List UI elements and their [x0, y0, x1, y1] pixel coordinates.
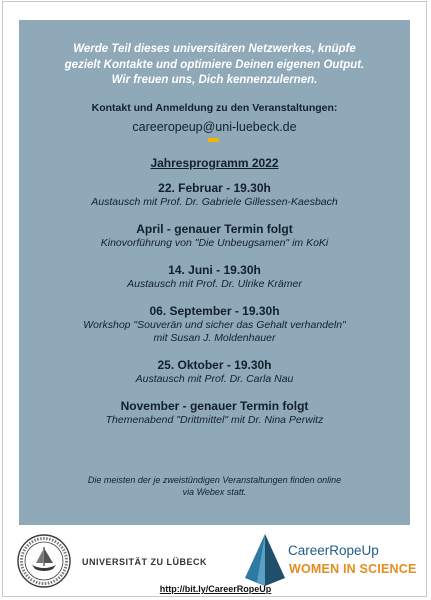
footnote-line: via Webex statt.: [182, 487, 247, 497]
event-date: 14. Juni - 19.30h: [168, 263, 261, 277]
intro-line: Werde Teil dieses universitären Netzwerkes, knüpfe: [73, 43, 356, 55]
event-item: [19, 221, 410, 250]
info-panel: [19, 20, 410, 525]
event-item: [19, 303, 410, 345]
event-description: Austausch mit Prof. Dr. Gabriele Gillessen-Kaesbach: [91, 196, 338, 208]
event-date: 25. Oktober - 19.30h: [157, 358, 272, 372]
event-item: [19, 262, 410, 291]
program-title: Jahresprogramm 2022: [150, 156, 279, 170]
contact-label: Kontakt und Anmeldung zu den Veranstaltungen:: [91, 102, 338, 114]
event-item: [19, 398, 410, 427]
event-date: 06. September - 19.30h: [149, 304, 280, 318]
university-name: UNIVERSITÄT ZU LÜBECK: [82, 557, 207, 567]
event-date: 22. Februar - 19.30h: [158, 181, 271, 195]
event-description: Workshop "Souverän und sicher das Gehalt verhandeln": [83, 319, 346, 331]
event-description: Austausch mit Prof. Dr. Carla Nau: [135, 373, 294, 385]
event-description: Themenabend "Drittmittel" mit Dr. Nina Perwitz: [105, 414, 324, 426]
website-link[interactable]: http://bit.ly/CareerRopeUp: [159, 584, 272, 594]
footnote-line: Die meisten der je zweistündigen Veranstaltungen finden online: [87, 475, 342, 485]
intro-line: gezielt Kontakte und optimiere Deinen eigenen Output.: [64, 58, 365, 71]
event-item: [19, 180, 410, 209]
accent-bar: [208, 138, 219, 142]
program-subtitle: WOMEN IN SCIENCE: [289, 562, 417, 576]
event-date: November - genauer Termin folgt: [120, 399, 309, 413]
intro-text: [19, 42, 410, 89]
event-list: [19, 180, 410, 439]
event-description: Austausch mit Prof. Dr. Ulrike Krämer: [127, 278, 302, 290]
contact-email[interactable]: careeropeup@uni-luebeck.de: [132, 120, 297, 134]
footnote: [19, 474, 410, 498]
intro-line: Wir freuen uns, Dich kennenzulernen.: [111, 74, 318, 86]
program-name: CareerRopeUp: [288, 543, 379, 558]
event-date: April - genauer Termin folgt: [136, 222, 293, 236]
event-description: Kinovorführung von "Die Unbeugsamen" im KoKi: [100, 237, 329, 249]
event-description: mit Susan J. Moldenhauer: [153, 332, 276, 344]
event-item: [19, 357, 410, 386]
